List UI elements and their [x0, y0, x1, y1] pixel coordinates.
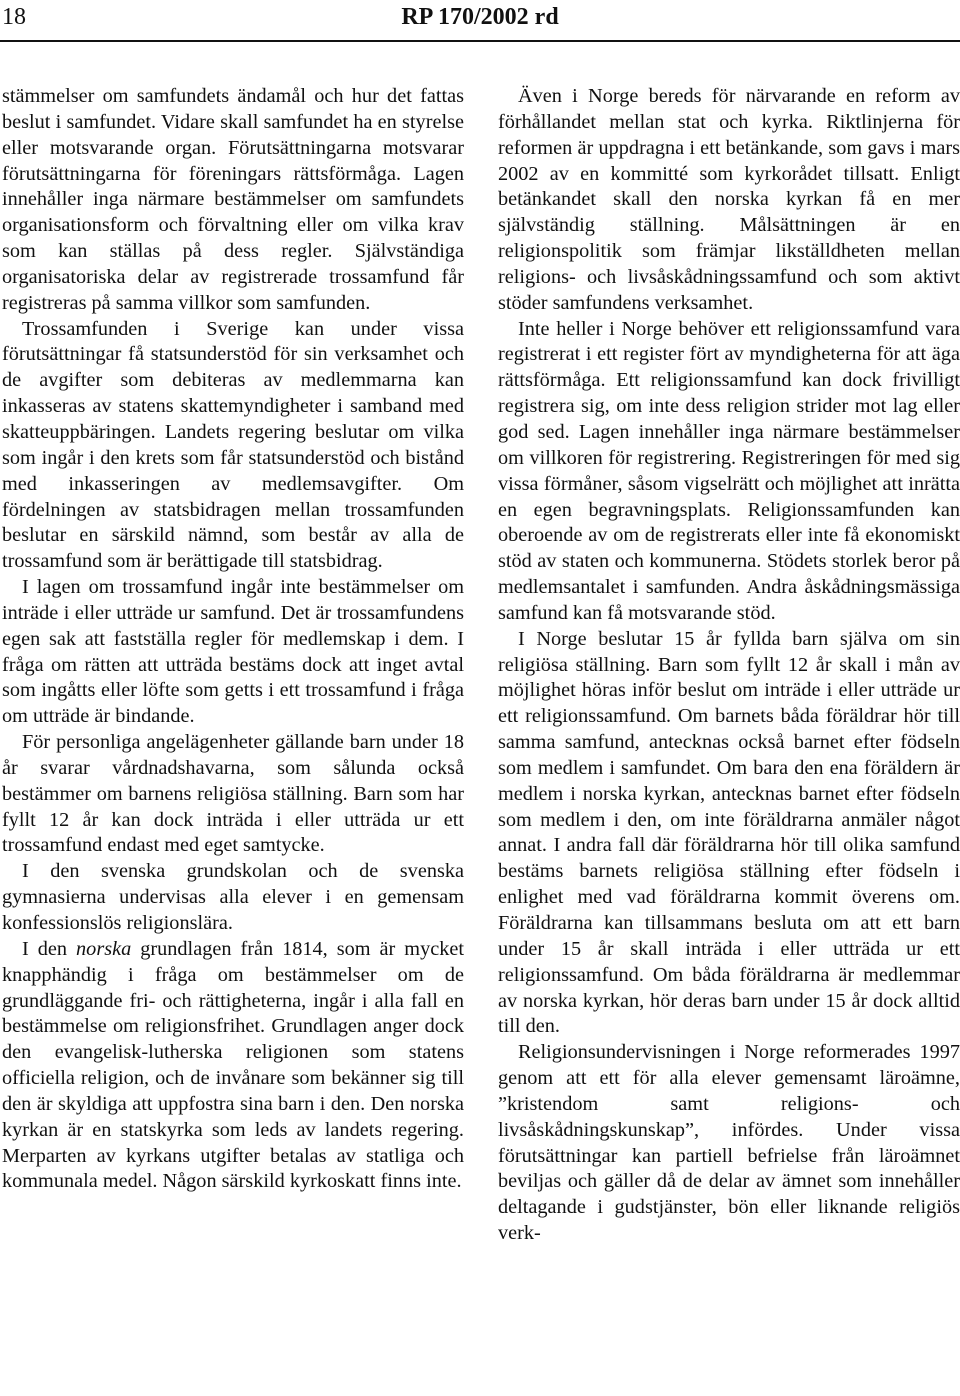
- paragraph: stämmelser om samfundets ändamål och hur det fattas beslut i samfundet. Vidare skall samfundet ha en styrelse eller motsvarande organ. Förutsättningarna motsvarar förutsättningarna för föreningars rättsförmåga. Lagen innehåller inga närmare bestämmelser om samfundets organisationsform och förvaltning eller om vilka krav som kan ställas på dess regler. Självständiga organisatoriska delar av registrerade trossamfund får registreras på samma villkor som samfunden.: [2, 85, 464, 314]
- emphasis-text: norska: [76, 937, 132, 960]
- document-reference: RP 170/2002 rd: [401, 4, 559, 30]
- right-column: [498, 84, 960, 1247]
- left-column: [2, 84, 464, 1195]
- paragraph: Inte heller i Norge behöver ett religionssamfund vara registrerat i ett register fört av myndigheterna för att äga rättsförmåga. Ett religionssamfund kan dock frivilligt registrera sig, om inte dess religion strider mot lag eller god sed. Lagen innehåller inga närmare bestämmelser om villkoren för registrering. Registreringen för med sig vissa förmåner, såsom vigselrätt och möjlighet att inrätta en egen begravningsplats. Religionssamfunden kan oberoende av om de registrerats eller inte få ekonomiskt stöd av staten och kommunerna. Stödets storlek beror på medlemsantalet i samfunden. Andra åskådningsmässiga samfund kan få motsvarande stöd.: [498, 317, 960, 624]
- paragraph: Även i Norge bereds för närvarande en reform av förhållandet mellan stat och kyrka. Riktlinjerna för reformen är uppdragna i ett betänkande, som gavs i mars 2002 av en kommitté som kyrkorådet tillsatt. Enligt betänkandet skall den norska kyrkan få en mer självständig ställning. Målsättningen är en religionspolitik som främjar likställdheten mellan religions- och livsåskådningssamfund och som aktivt stöder samfundens verksamhet.: [498, 85, 960, 314]
- paragraph: [2, 937, 464, 1195]
- paragraph-text: I den: [22, 937, 77, 960]
- header-rule: [0, 40, 960, 42]
- paragraph: För personliga angelägenheter gällande barn under 18 år svarar vårdnadshavarna, som sålunda också bestämmer om barnens religiösa ställning. Barn som har fyllt 12 år kan dock inträda i eller utträda ur ett trossamfund endast med eget samtycke.: [2, 731, 464, 857]
- paragraph: I Norge beslutar 15 år fyllda barn själva om sin religiösa ställning. Barn som fyllt 12 år skall i mån av möjlighet höras inför beslut om inträde i eller utträde ur ett religionssamfund. Om barnets båda föräldrar hör till samma samfund, antecknas också barnet efter födseln som medlem i samfundet. Om bara den ena föräldern är medlem i norska kyrkan, antecknas barnet efter födseln som medlem i den, om inte föräldrarna anmäler något annat. I andra fall där föräldrarna hör till olika samfund bestäms barnets religiösa ställning efter födseln i enlighet med vad föräldrarna kommit överens om. Föräldrarna kan tillsammans besluta om att ett barn under 15 år skall inträda i eller utträda ur ett religionssamfund. Om båda föräldrarna är medlemmar av norska kyrkan, hör deras barn under 15 år dock alltid till den.: [498, 627, 960, 1038]
- paragraph: Trossamfunden i Sverige kan under vissa förutsättningar få statsunderstöd för sin verksamhet och de avgifter som debiteras av medlemmarna kan inkasseras av statens skattemyndigheter i samband med skatteuppbäringen. Landets regering beslutar om vilka som ingår i den krets som får statsunderstöd och bistånd med inkasseringen av medlemsavgifter. Om fördelningen av statsbidragen mellan trossamfunden beslutar en särskild nämnd, som består av alla de trossamfund som är berättigade till statsbidrag.: [2, 317, 464, 573]
- paragraph-text: grundlagen från 1814, som är mycket knapphändig i fråga om bestämmelser om de grundläggande fri- och rättigheterna, ingår i alla fall en bestämmelse om religionsfrihet. Grundlagen anger dock den evangelisk-lutherska religionen som statens officiella religion, och de invånare som bekänner sig till den är skyldiga att uppfostra sina barn i den. Den norska kyrkan är en statskyrka som leds av landets regering. Merparten av kyrkans utgifter betalas av statliga och kommunala medel. Någon särskild kyrkoskatt finns inte.: [2, 937, 464, 1193]
- paragraph: I lagen om trossamfund ingår inte bestämmelser om inträde i eller utträde ur samfund. Det är trossamfundens egen sak att fastställa regler för medlemskap i dem. I fråga om rätten att utträda bestäms dock att inget avtal som ingåtts eller löfte som getts i ett trossamfund i fråga om utträde är bindande.: [2, 576, 464, 728]
- page-header: [0, 0, 960, 44]
- paragraph: Religionsundervisningen i Norge reformerades 1997 genom att ett för alla elever gemensamt läroämne, ”kristendom samt religions- och livsåskådningskunskap”, infördes. Under vissa förutsättningar kan partiell befrielse från läroämnet beviljas och gäller då de delar av ämnet som innehåller deltagande i gudstjänster, bön eller liknande religiös verk-: [498, 1041, 960, 1245]
- page-number: 18: [2, 4, 26, 30]
- paragraph: I den svenska grundskolan och de svenska gymnasierna undervisas alla elever i en gemensam konfessionslös religionslära.: [2, 860, 464, 934]
